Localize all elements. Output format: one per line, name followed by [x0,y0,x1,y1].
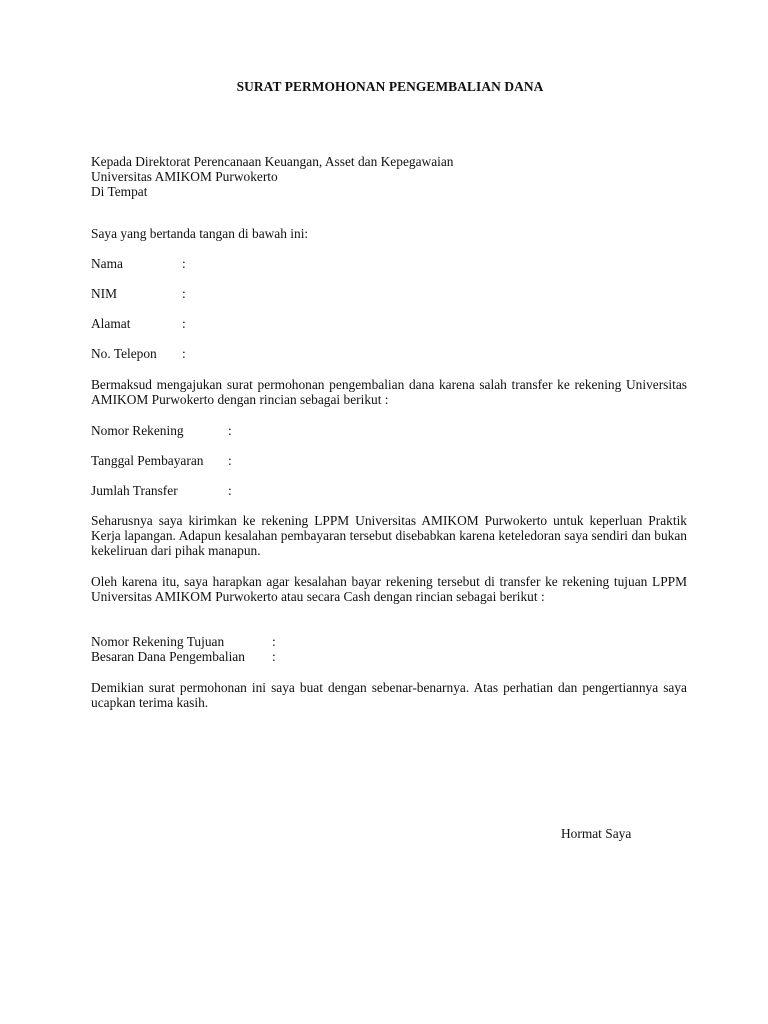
field-colon: : [272,634,276,649]
intro-text: Saya yang bertanda tangan di bawah ini: [91,226,309,241]
field-colon: : [272,649,276,664]
field-tanggal-pembayaran [91,453,232,468]
field-jumlah-transfer [91,483,232,498]
field-colon: : [182,316,186,331]
field-label: Nomor Rekening [91,423,184,438]
field-colon: : [228,423,232,438]
field-label: No. Telepon [91,346,157,361]
field-rekening-tujuan [91,634,276,649]
paragraph-request-transfer: Oleh karena itu, saya harapkan agar kesalahan bayar rekening tersebut di transfer ke rekening tujuan LPPM Universitas AMIKOM Purwokerto atau secara Cash dengan rincian sebagai berikut : [91,574,687,604]
field-label: Alamat [91,316,131,331]
field-nim [91,286,186,301]
field-alamat [91,316,186,331]
paragraph-request: Bermaksud mengajukan surat permohonan pengembalian dana karena salah transfer ke rekening Universitas AMIKOM Purwokerto dengan rincian sebagai berikut : [91,377,687,407]
field-colon: : [182,286,186,301]
field-label: Tanggal Pembayaran [91,453,204,468]
field-label: Jumlah Transfer [91,483,178,498]
field-label: Nama [91,256,123,271]
closing-signature-label: Hormat Saya [561,826,632,841]
field-colon: : [182,256,186,271]
field-besaran-dana [91,649,276,664]
field-label: NIM [91,286,118,301]
letter-title: SURAT PERMOHONAN PENGEMBALIAN DANA [236,79,544,94]
recipient-line-1: Kepada Direktorat Perencanaan Keuangan, Asset dan Kepegawaian [91,154,454,169]
field-colon: : [182,346,186,361]
paragraph-explanation: Seharusnya saya kirimkan ke rekening LPPM Universitas AMIKOM Purwokerto untuk keperluan Praktik Kerja lapangan. Adapun kesalahan pembayaran tersebut disebabkan karena keteledoran saya sendiri dan bukan kekeliruan dari pihak manapun. [91,513,687,558]
field-label: Besaran Dana Pengembalian [91,649,245,664]
field-colon: : [228,483,232,498]
recipient-line-2: Universitas AMIKOM Purwokerto [91,169,278,184]
field-colon: : [228,453,232,468]
recipient-line-3: Di Tempat [91,184,148,199]
paragraph-closing: Demikian surat permohonan ini saya buat dengan sebenar-benarnya. Atas perhatian dan pengertiannya saya ucapkan terima kasih. [91,680,687,710]
field-nomor-rekening [91,423,232,438]
field-telepon [91,346,186,361]
field-nama [91,256,186,271]
field-label: Nomor Rekening Tujuan [91,634,225,649]
